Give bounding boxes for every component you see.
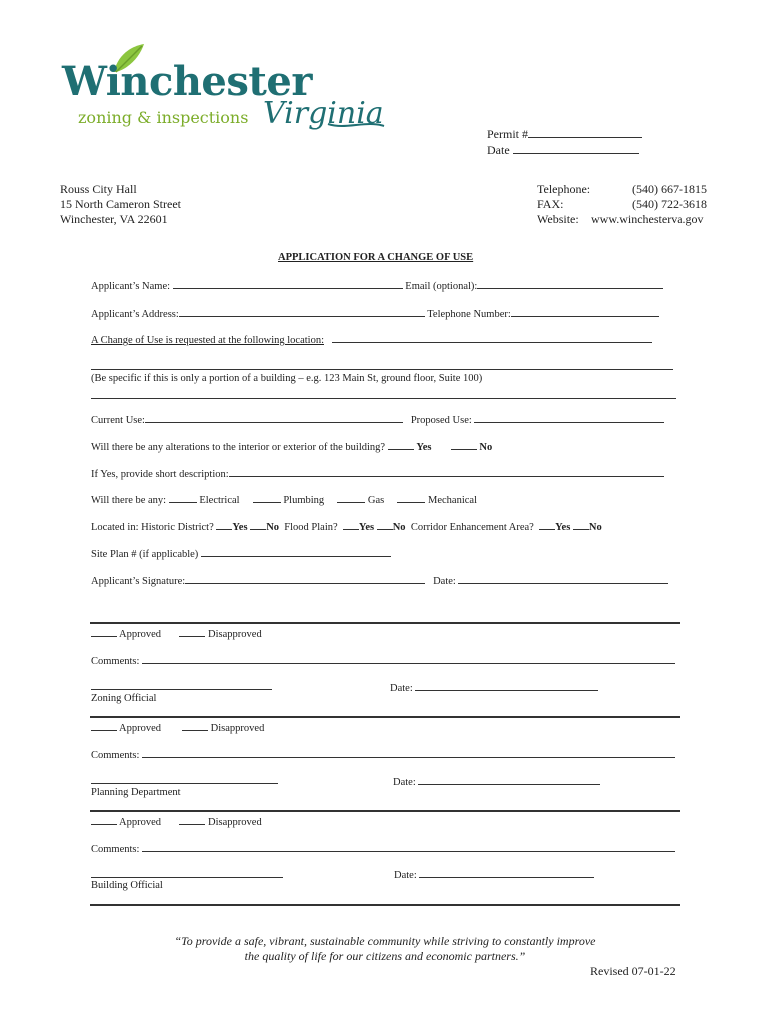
alterations-yes-blank[interactable] bbox=[388, 439, 414, 450]
building-official-label: Building Official bbox=[91, 880, 163, 891]
electrical-blank[interactable] bbox=[169, 492, 197, 503]
logo-swoosh bbox=[326, 118, 386, 132]
logo-city: Winchester bbox=[62, 58, 312, 105]
flood-no-blank[interactable] bbox=[377, 519, 393, 530]
utilities-row: Will there be any: Electrical Plumbing Gas Mechanical bbox=[91, 492, 477, 506]
telephone-label: Telephone: bbox=[537, 182, 591, 196]
historic-yes-blank[interactable] bbox=[216, 519, 232, 530]
applicant-address-row: Applicant’s Address: Telephone Number: bbox=[91, 306, 659, 320]
permit-date-field[interactable]: Date bbox=[487, 143, 639, 158]
address-line2: 15 North Cameron Street bbox=[60, 197, 181, 211]
planning-signature-line[interactable] bbox=[91, 783, 278, 784]
email-input[interactable] bbox=[477, 278, 663, 289]
planning-date-input[interactable] bbox=[418, 774, 600, 785]
planning-divider bbox=[90, 716, 680, 718]
website-value: www.winchesterva.gov bbox=[591, 212, 704, 226]
fax-value: (540) 722-3618 bbox=[632, 197, 707, 211]
location-row: A Change of Use is requested at the following location: bbox=[91, 332, 652, 346]
revised-date: Revised 07-01-22 bbox=[590, 964, 676, 978]
zoning-comments-input[interactable] bbox=[142, 653, 675, 664]
zoning-divider bbox=[90, 622, 680, 624]
zoning-approval-row: Approved Disapproved bbox=[91, 626, 262, 640]
planning-department-label: Planning Department bbox=[91, 787, 181, 798]
building-comments-row: Comments: bbox=[91, 841, 675, 855]
zoning-official-label: Zoning Official bbox=[91, 693, 157, 704]
historic-no-blank[interactable] bbox=[250, 519, 266, 530]
description-row: If Yes, provide short description: bbox=[91, 466, 664, 480]
flood-yes-blank[interactable] bbox=[343, 519, 359, 530]
fax-label: FAX: bbox=[537, 197, 564, 211]
zoning-comments-row: Comments: bbox=[91, 653, 675, 667]
applicant-name-input[interactable] bbox=[173, 278, 403, 289]
planning-disapproved-blank[interactable] bbox=[182, 720, 208, 731]
zoning-signature-line[interactable] bbox=[91, 689, 272, 690]
building-date-input[interactable] bbox=[419, 867, 594, 878]
address-line1: Rouss City Hall bbox=[60, 182, 137, 196]
building-date-row: Date: bbox=[394, 867, 594, 881]
planning-approval-row: Approved Disapproved bbox=[91, 720, 264, 734]
zoning-approved-blank[interactable] bbox=[91, 626, 117, 637]
signature-date-input[interactable] bbox=[458, 573, 668, 584]
located-in-row: Located in: Historic District? Yes No Flood Plain? Yes No Corridor Enhancement Area? Yes No bbox=[91, 519, 602, 533]
address-line3: Winchester, VA 22601 bbox=[60, 212, 168, 226]
form-title: APPLICATION FOR A CHANGE OF USE bbox=[278, 252, 474, 263]
location-hint: (Be specific if this is only a portion of a building – e.g. 123 Main St, ground floor, Suite 100) bbox=[91, 373, 483, 384]
corridor-no-blank[interactable] bbox=[573, 519, 589, 530]
alterations-row: Will there be any alterations to the interior or exterior of the building? Yes No bbox=[91, 439, 492, 453]
mechanical-blank[interactable] bbox=[397, 492, 425, 503]
footer-divider bbox=[90, 904, 680, 906]
site-plan-input[interactable] bbox=[201, 546, 391, 557]
proposed-use-input[interactable] bbox=[474, 412, 664, 423]
signature-input[interactable] bbox=[185, 573, 425, 584]
permit-number-field[interactable]: Permit # bbox=[487, 127, 642, 142]
building-comments-input[interactable] bbox=[142, 841, 675, 852]
building-signature-line[interactable] bbox=[91, 877, 283, 878]
building-approved-blank[interactable] bbox=[91, 814, 117, 825]
telephone-input[interactable] bbox=[511, 306, 659, 317]
gas-blank[interactable] bbox=[337, 492, 365, 503]
logo-state: Virginia bbox=[263, 96, 384, 131]
applicant-address-input[interactable] bbox=[179, 306, 425, 317]
location-input-line2[interactable] bbox=[91, 369, 673, 370]
planning-comments-row: Comments: bbox=[91, 747, 675, 761]
site-plan-row: Site Plan # (if applicable) bbox=[91, 546, 391, 560]
plumbing-blank[interactable] bbox=[253, 492, 281, 503]
planning-approved-blank[interactable] bbox=[91, 720, 117, 731]
mission-line2: the quality of life for our citizens and economic partners.” bbox=[244, 949, 526, 963]
current-use-input[interactable] bbox=[145, 412, 403, 423]
applicant-name-row: Applicant’s Name: Email (optional): bbox=[91, 278, 663, 292]
website-label: Website: bbox=[537, 212, 579, 226]
section-divider bbox=[91, 398, 676, 399]
building-divider bbox=[90, 810, 680, 812]
logo-department: zoning & inspections bbox=[78, 108, 249, 127]
building-approval-row: Approved Disapproved bbox=[91, 814, 262, 828]
signature-row: Applicant’s Signature: Date: bbox=[91, 573, 668, 587]
zoning-disapproved-blank[interactable] bbox=[179, 626, 205, 637]
description-input[interactable] bbox=[229, 466, 664, 477]
zoning-date-input[interactable] bbox=[415, 680, 598, 691]
planning-date-row: Date: bbox=[393, 774, 600, 788]
building-disapproved-blank[interactable] bbox=[179, 814, 205, 825]
telephone-value: (540) 667-1815 bbox=[632, 182, 707, 196]
planning-comments-input[interactable] bbox=[142, 747, 675, 758]
zoning-date-row: Date: bbox=[390, 680, 598, 694]
corridor-yes-blank[interactable] bbox=[539, 519, 555, 530]
location-input[interactable] bbox=[332, 332, 652, 343]
city-logo bbox=[58, 40, 388, 140]
use-row: Current Use: Proposed Use: bbox=[91, 412, 664, 426]
alterations-no-blank[interactable] bbox=[451, 439, 477, 450]
mission-line1: “To provide a safe, vibrant, sustainable community while striving to constantly improve bbox=[174, 934, 596, 948]
